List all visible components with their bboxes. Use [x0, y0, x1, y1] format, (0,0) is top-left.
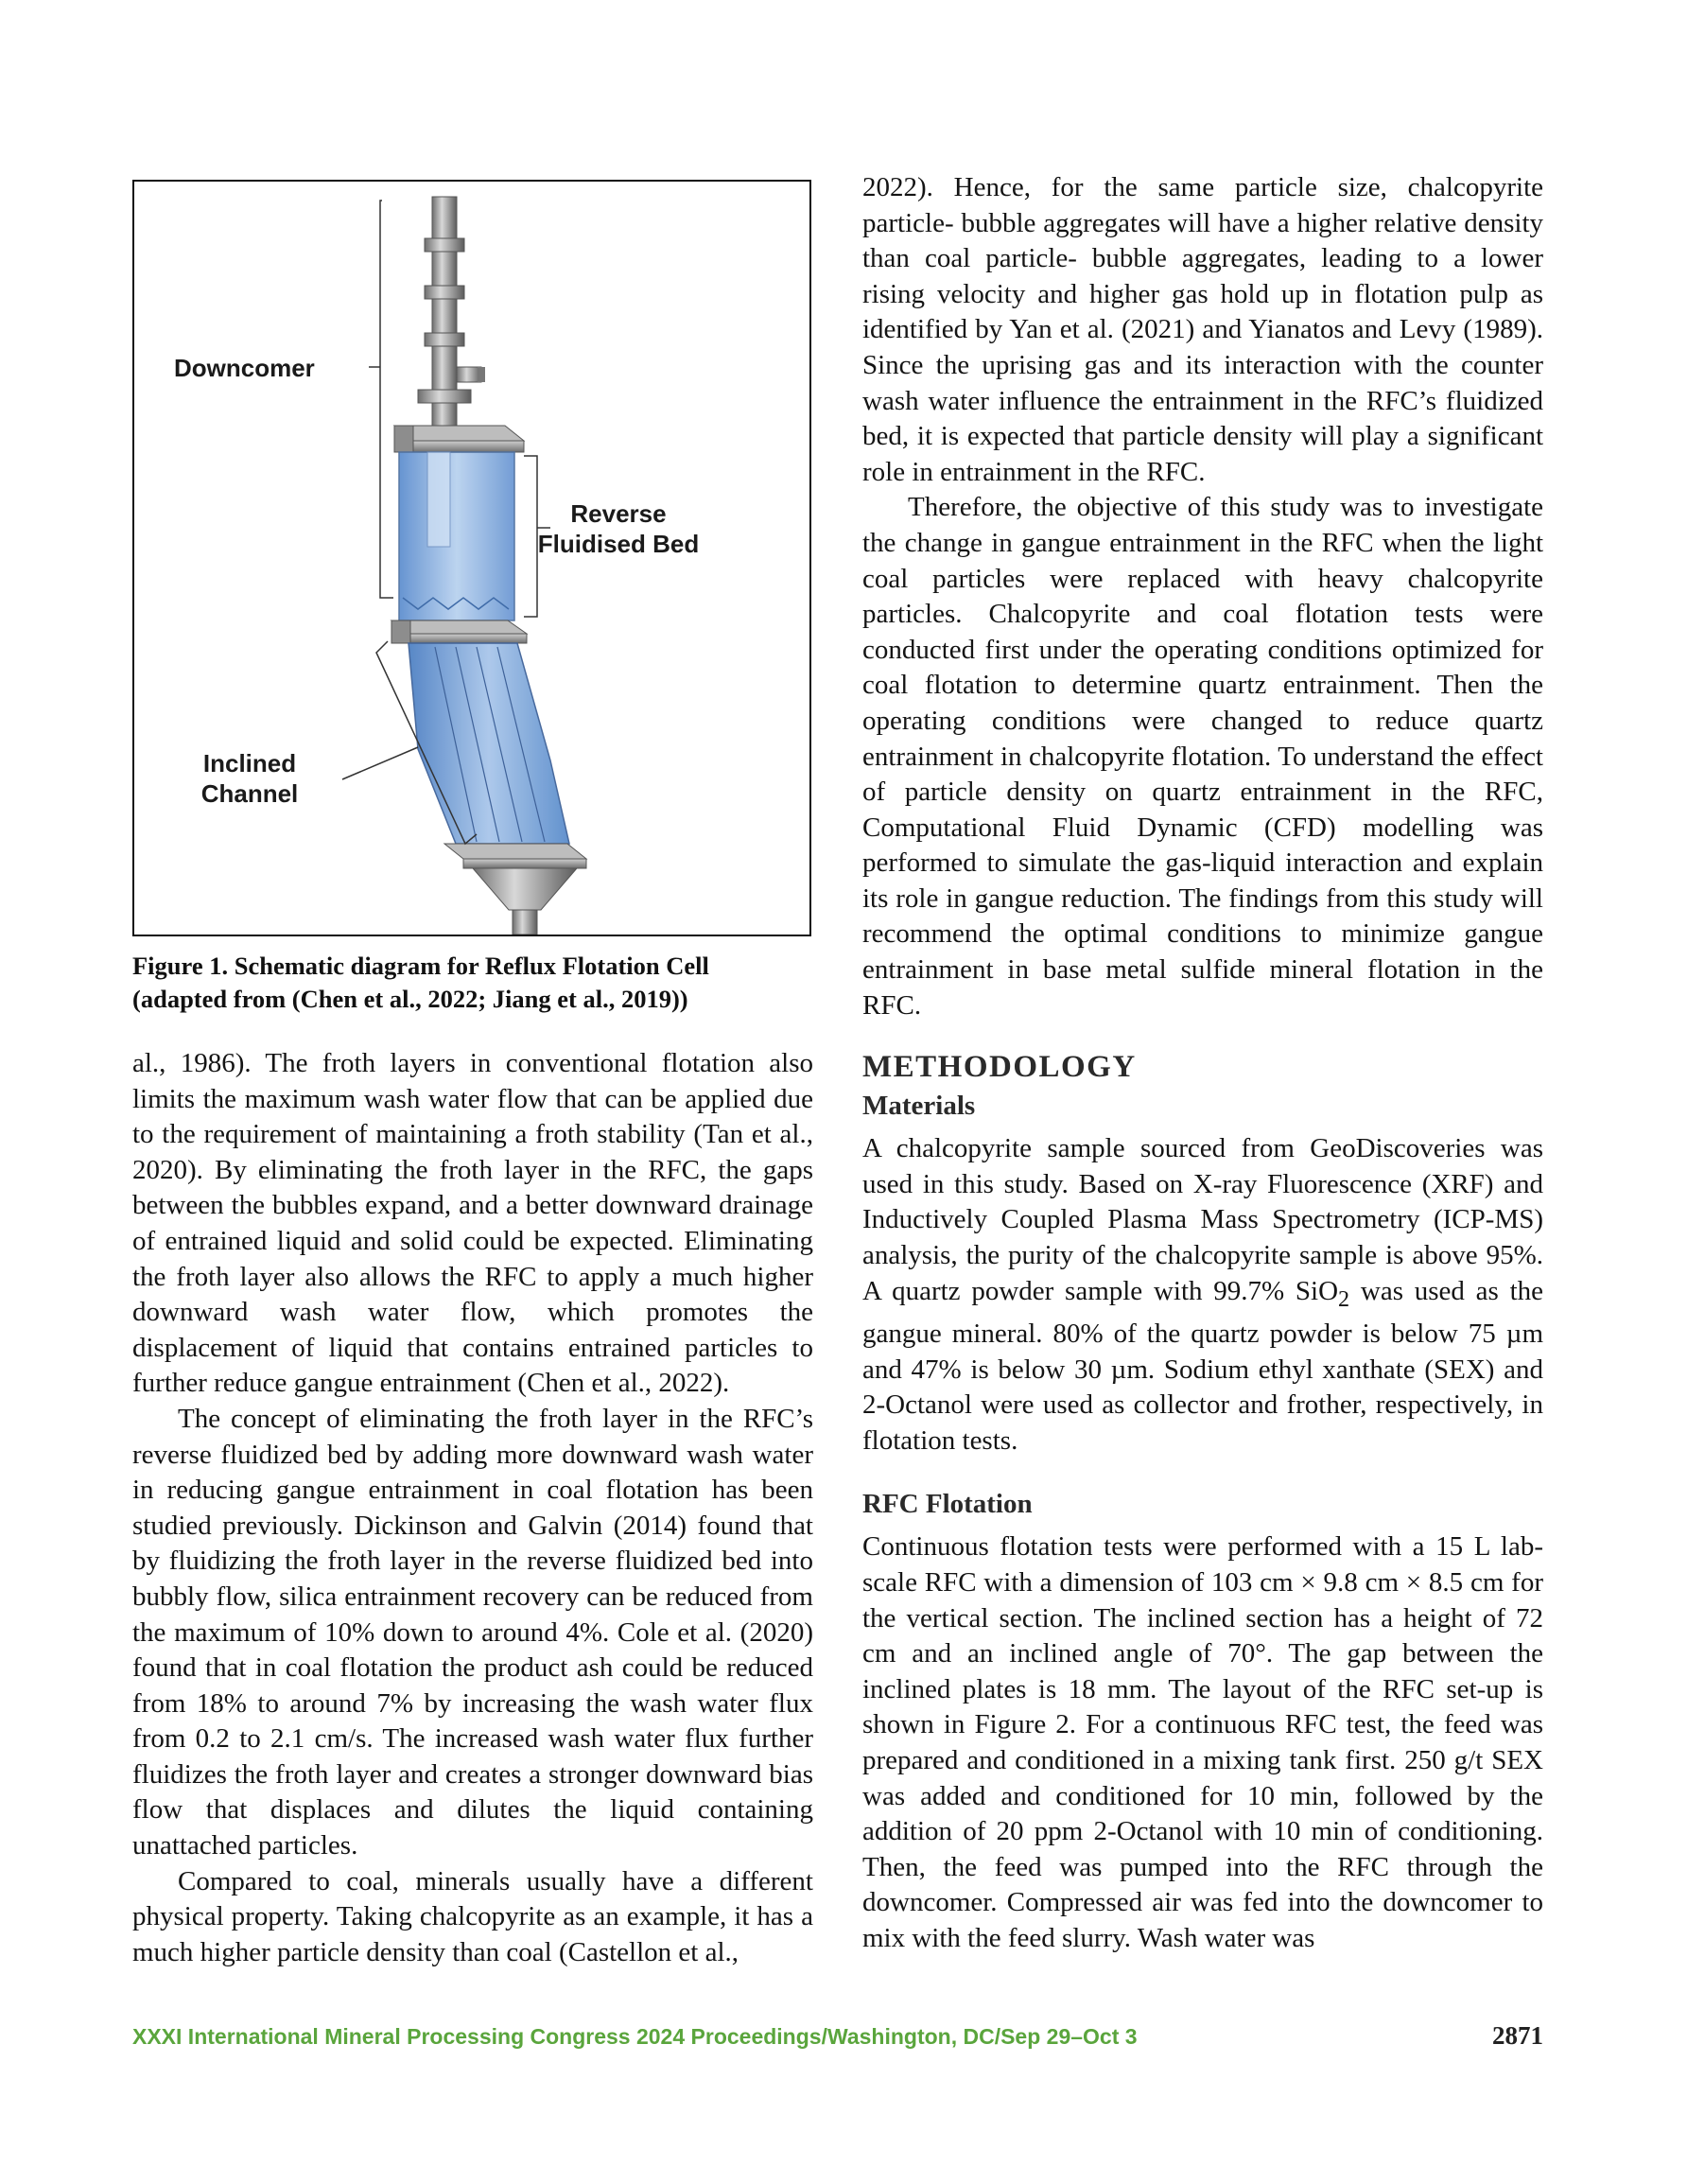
- top-flange: [394, 426, 524, 441]
- figure-caption: [132, 950, 813, 1016]
- label-reverse: Reverse: [570, 499, 667, 528]
- reverse-bed-bracket: [524, 456, 537, 617]
- left-paragraph-2: The concept of eliminating the froth layer in the RFC’s reverse fluidized bed by adding more downward wash water in reducing gangue entrainment in coal flotation has been studied previously. Dickinson and Galvin (2014) found that by fluidizing the froth layer in the reverse fluidized bed into bubbly flow, silica entrainment recovery can be reduced from the maximum of 10% down to around 4%. Cole et al. (2020) found that in coal flotation the product ash could be reduced from 18% to around 7% by increasing the wash water flux from 0.2 to 2.1 cm/s. The increased wash water flux further fluidizes the froth layer and creates a stronger downward bias flow that displaces and dilutes the liquid containing unattached particles.: [132, 1403, 813, 1861]
- right-column: [862, 170, 1543, 1957]
- left-body: [132, 1046, 813, 1970]
- label-channel: Channel: [200, 779, 299, 808]
- label-inclined: Inclined: [202, 749, 297, 778]
- subheading-materials: Materials: [862, 1091, 976, 1122]
- downcomer-bracket: [380, 201, 393, 598]
- figure-1: [132, 180, 811, 936]
- materials-paragraph: [862, 1131, 1543, 1459]
- page-number: 2871: [1492, 2021, 1543, 2050]
- left-column: [132, 180, 813, 1970]
- materials-text-b: was used as the gangue mineral. 80% of the quartz powder is below 75 µm and 47% is below 30 µm. Sodium ethyl xanthate (SEX) and 2-Octanol were used as collector and frother, respectively, in flotation tests.: [862, 1275, 1543, 1456]
- materials-subscript: 2: [1338, 1285, 1350, 1312]
- subheading-rfc-flotation: RFC Flotation: [862, 1489, 1033, 1520]
- label-fluidised-bed: Fluidised Bed: [537, 530, 700, 558]
- left-paragraph-1: al., 1986). The froth layers in conventional flotation also limits the maximum wash water flow that can be applied due to the requirement of maintaining a froth stability (Tan et al., 2020). By eliminating the froth layer in the RFC, the gaps between the bubbles expand, and a better downward drainage of entrained liquid and solid could be expected. Eliminating the froth layer also allows the RFC to apply a much higher downward wash water flow, which promotes the displacement of liquid that contains entrained particles to further reduce gangue entrainment (Chen et al., 2022).: [132, 1048, 813, 1399]
- materials-text-a: A chalcopyrite sample sourced from GeoDiscoveries was used in this study. Based on X-ray Fluorescence (XRF) and Inductively Coupled Plasma Mass Spectrometry (ICP-MS) analysis, the purity of the chalcopyrite sample is above 95%. A quartz powder sample with 99.7% SiO: [862, 1133, 1543, 1306]
- rfc-paragraph: Continuous flotation tests were performed with a 15 L lab-scale RFC with a dimension of 103 cm × 9.8 cm × 8.5 cm for the vertical section. The inclined section has a height of 72 cm and an inclined angle of 70°. The gap between the inclined plates is 18 mm. The layout of the RFC set-up is shown in Figure 2. For a continuous RFC test, the feed was prepared and conditioned in a mixing tank first. 250 g/t SEX was added and conditioned for 10 min, followed by the addition of 20 ppm 2-Octanol with 10 min of conditioning. Then, the feed was pumped into the RFC through the downcomer. Compressed air was fed into the downcomer to mix with the feed slurry. Wash water was: [862, 1531, 1543, 1953]
- right-paragraph-2: Therefore, the objective of this study was to investigate the change in gangue entrainment in the RFC when the light coal particles were replaced with heavy chalcopyrite particles. Chalcopyrite and coal flotation tests were conducted first under the operating conditions optimized for coal flotation to determine quartz entrainment. Then the operating conditions were changed to reduce quartz entrainment in chalcopyrite flotation. To understand the effect of particle density on quartz entrainment in the RFC, Computational Fluid Dynamic (CFD) modelling was performed to simulate the gas-liquid interaction and explain its role in gangue reduction. The findings from this study will recommend the optimal conditions to minimize gangue entrainment in base metal sulfide mineral flotation in the RFC.: [862, 492, 1543, 1021]
- label-downcomer: Downcomer: [174, 354, 315, 382]
- rfc-schematic: [134, 182, 809, 935]
- inclined-channel: [409, 643, 569, 844]
- bottom-cone: [473, 868, 577, 910]
- footer-conference: XXXI International Mineral Processing Congress 2024 Proceedings/Washington, DC/Sep 29–Oct 3: [132, 2024, 1138, 2049]
- right-paragraph-1: 2022). Hence, for the same particle size, chalcopyrite particle- bubble aggregates will have a higher relative density than coal particle- bubble aggregates, leading to a lower rising velocity and higher gas hold up in flotation pulp as identified by Yan et al. (2021) and Yianatos and Levy (1989). Since the uprising gas and its interaction with the counter wash water influence the entrainment in the RFC’s fluidized bed, it is expected that particle density will play a significant role in entrainment in the RFC.: [862, 172, 1543, 487]
- caption-line-1: Figure 1. Schematic diagram for Reflux Flotation Cell: [132, 952, 709, 980]
- downcomer-pipe: [418, 197, 485, 452]
- left-paragraph-3: Compared to coal, minerals usually have a different physical property. Taking chalcopyrite as an example, it has a much higher particle density than coal (Castellon et al.,: [132, 1865, 813, 1967]
- reverse-fluidised-bed-vessel: [399, 452, 514, 620]
- section-heading-methodology: METHODOLOGY: [862, 1050, 1137, 1085]
- caption-line-2: (adapted from (Chen et al., 2022; Jiang et al., 2019)): [132, 985, 688, 1013]
